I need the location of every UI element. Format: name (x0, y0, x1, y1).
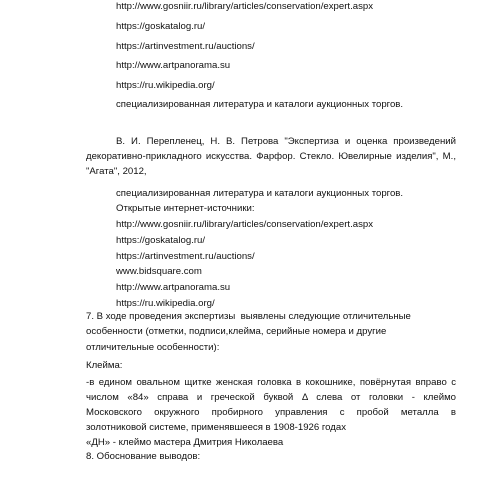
text-line: золотниковой системе, применявшееся в 1908-1926 годах (86, 422, 347, 433)
text-line: -в едином овальном щитке женская головка в кокошнике, повёрнутая вправо с (86, 377, 456, 388)
text-line: https://artinvestment.ru/auctions/ (116, 41, 255, 52)
text-line: https://ru.wikipedia.org/ (116, 80, 215, 91)
text-line: https://artinvestment.ru/auctions/ (116, 251, 255, 262)
text-line: http://www.gosniir.ru/library/articles/conservation/expert.aspx (116, 219, 374, 230)
text-line: числом «84» справа и греческой буквой Δ слева от головки - клеймо (86, 392, 456, 403)
text-line: декоративно-прикладного искусства. Фарфор. Стекло. Ювелирные изделия", М., (86, 151, 456, 162)
text-line: Клейма: (86, 360, 123, 371)
text-line: https://goskatalog.ru/ (116, 235, 206, 246)
text-line: https://ru.wikipedia.org/ (116, 298, 215, 309)
text-line: 8. Обоснование выводов: (86, 451, 201, 462)
text-line: особенности (отметки, подписи,клейма, серийные номера и другие (86, 326, 387, 337)
text-line: "Агата", 2012, (86, 166, 147, 177)
text-line: http://www.gosniir.ru/library/articles/conservation/expert.aspx (116, 1, 374, 12)
text-line: Открытые интернет-источники: (116, 203, 255, 214)
text-line: http://www.artpanorama.su (116, 282, 231, 293)
text-line: специализированная литература и каталоги аукционных торгов. (116, 99, 404, 110)
text-line: www.bidsquare.com (116, 266, 202, 277)
text-line: http://www.artpanorama.su (116, 60, 231, 71)
text-line: специализированная литература и каталоги аукционных торгов. (116, 188, 404, 199)
text-line: 7. В ходе проведения экспертизы выявлены следующие отличительные (86, 311, 411, 322)
text-line: https://goskatalog.ru/ (116, 21, 206, 32)
text-line: В. И. Перепленец, Н. В. Петрова "Экспертиза и оценка произведений (116, 136, 456, 147)
text-line: Московского окружного пробирного управления с пробой металла в (86, 407, 456, 418)
text-line: «ДН» - клеймо мастера Дмитрия Николаева (86, 437, 284, 448)
text-line: отличительные особенности): (86, 342, 220, 353)
